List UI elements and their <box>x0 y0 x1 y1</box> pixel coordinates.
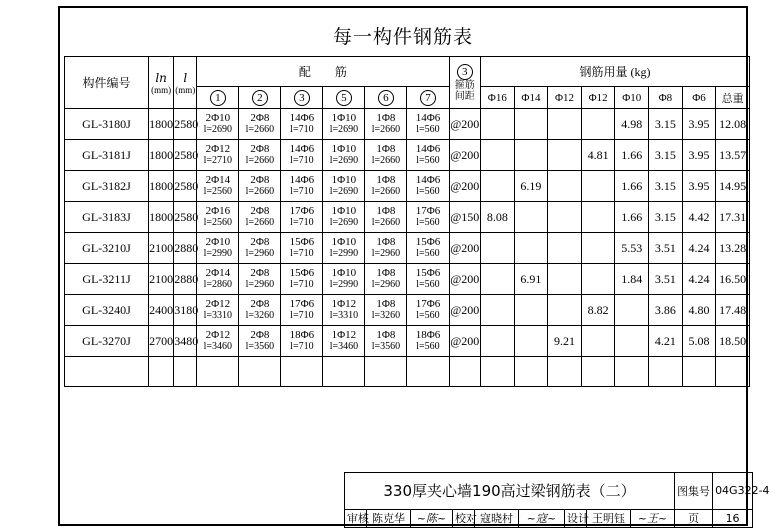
rebar-spec: 18Φ6 <box>289 329 315 341</box>
rebar-cell <box>365 109 407 140</box>
rebar-cell <box>365 140 407 171</box>
rebar-cell <box>239 233 281 264</box>
rebar-length: l=3460 <box>203 341 233 352</box>
usage-cell <box>514 202 548 233</box>
checker-signature: ~寇~ <box>519 509 565 527</box>
rebar-length: l=710 <box>290 124 314 135</box>
l-cell: 3480 <box>174 326 197 357</box>
rebar-cell <box>281 171 323 202</box>
reviewer-name: 陈克华 <box>367 509 411 527</box>
ln-cell: 1800 <box>149 140 174 171</box>
header-stirrup: 3 箍筋 间距 <box>449 57 481 109</box>
rebar-cell <box>365 264 407 295</box>
stirrup-cell: @200 <box>449 171 481 202</box>
rebar-length: l=710 <box>290 341 314 352</box>
rebar-cell <box>239 295 281 326</box>
rebar-length: l=560 <box>416 310 440 321</box>
header-member-code: 构件编号 <box>65 57 149 109</box>
member-code-cell: GL-3210J <box>65 233 149 264</box>
usage-cell: 3.15 <box>649 171 683 202</box>
rebar-spec: 2Φ10 <box>205 112 231 124</box>
rebar-length: l=2990 <box>329 248 359 259</box>
rebar-length: l=710 <box>290 248 314 259</box>
rebar-length: l=2560 <box>203 186 233 197</box>
usage-cell <box>481 295 515 326</box>
rebar-length: l=3260 <box>371 310 401 321</box>
usage-cell <box>548 171 582 202</box>
usage-cell: 17.31 <box>716 202 750 233</box>
table-row <box>65 109 750 140</box>
usage-cell <box>581 233 615 264</box>
page-label: 页 <box>675 509 713 527</box>
title-block <box>344 472 770 528</box>
rebar-cell <box>281 295 323 326</box>
rebar-length: l=710 <box>290 279 314 290</box>
drawing-sheet <box>58 6 770 526</box>
rebar-length: l=560 <box>416 248 440 259</box>
rebar-spec: 2Φ8 <box>250 143 270 155</box>
rebar-spec: 2Φ8 <box>250 112 270 124</box>
usage-cell: 1.84 <box>615 264 649 295</box>
rebar-cell <box>365 202 407 233</box>
stirrup-cell: @150 <box>449 202 481 233</box>
check-label: 校对 <box>453 509 475 527</box>
rebar-cell <box>323 264 365 295</box>
rebar-spec: 1Φ10 <box>331 143 357 155</box>
header-usage-col: Φ8 <box>649 87 683 109</box>
usage-cell: 4.98 <box>615 109 649 140</box>
usage-cell <box>481 326 515 357</box>
rebar-length: l=2690 <box>203 124 233 135</box>
rebar-length: l=2660 <box>245 217 275 228</box>
rebar-spec: 15Φ6 <box>415 267 441 279</box>
rebar-spec: 2Φ14 <box>205 267 231 279</box>
usage-cell <box>481 171 515 202</box>
rebar-length: l=3560 <box>371 341 401 352</box>
usage-cell <box>581 264 615 295</box>
header-rebar-col: 5 <box>323 87 365 109</box>
rebar-length: l=3260 <box>245 310 275 321</box>
header-rebar-col: 6 <box>365 87 407 109</box>
l-cell: 2880 <box>174 264 197 295</box>
header-usage-col: 总重 <box>716 87 750 109</box>
rebar-spec: 17Φ6 <box>415 298 441 310</box>
usage-cell: 9.21 <box>548 326 582 357</box>
rebar-spec: 1Φ12 <box>331 298 357 310</box>
usage-cell: 8.82 <box>581 295 615 326</box>
rebar-cell <box>239 202 281 233</box>
rebar-cell <box>197 233 239 264</box>
table-row <box>65 140 750 171</box>
usage-cell: 1.66 <box>615 202 649 233</box>
rebar-cell <box>197 171 239 202</box>
table-row <box>65 295 750 326</box>
rebar-spec: 2Φ10 <box>205 236 231 248</box>
usage-cell: 4.24 <box>682 233 716 264</box>
rebar-cell <box>197 202 239 233</box>
atlas-number: 04G322-4 <box>713 473 753 510</box>
rebar-spec: 14Φ6 <box>415 174 441 186</box>
ln-cell: 1800 <box>149 109 174 140</box>
member-code-cell: GL-3181J <box>65 140 149 171</box>
usage-cell <box>548 140 582 171</box>
usage-cell <box>481 264 515 295</box>
usage-cell: 3.15 <box>649 109 683 140</box>
rebar-length: l=2690 <box>329 124 359 135</box>
rebar-spec: 2Φ8 <box>250 298 270 310</box>
rebar-spec: 2Φ12 <box>205 298 231 310</box>
table-row <box>65 202 750 233</box>
usage-cell: 3.95 <box>682 109 716 140</box>
ln-cell: 2400 <box>149 295 174 326</box>
usage-cell: 3.95 <box>682 171 716 202</box>
rebar-length: l=2690 <box>329 217 359 228</box>
rebar-length: l=2860 <box>203 279 233 290</box>
rebar-spec: 1Φ12 <box>331 329 357 341</box>
rebar-length: l=560 <box>416 124 440 135</box>
designer-signature: ~王~ <box>631 509 675 527</box>
rebar-length: l=2660 <box>245 124 275 135</box>
design-label: 设计 <box>565 509 587 527</box>
usage-cell: 3.15 <box>649 202 683 233</box>
rebar-spec: 17Φ6 <box>289 298 315 310</box>
rebar-cell <box>365 171 407 202</box>
usage-cell: 17.48 <box>716 295 750 326</box>
rebar-cell <box>239 109 281 140</box>
review-label: 审核 <box>345 509 367 527</box>
usage-cell <box>481 109 515 140</box>
usage-cell: 8.08 <box>481 202 515 233</box>
usage-cell: 5.08 <box>682 326 716 357</box>
rebar-cell <box>323 140 365 171</box>
checker-name: 寇晓村 <box>475 509 519 527</box>
header-usage-group: 钢筋用量 (kg) <box>481 57 750 87</box>
rebar-length: l=2660 <box>371 217 401 228</box>
rebar-cell <box>323 202 365 233</box>
rebar-cell <box>239 264 281 295</box>
rebar-cell <box>239 326 281 357</box>
rebar-length: l=710 <box>290 217 314 228</box>
rebar-spec: 14Φ6 <box>289 112 315 124</box>
rebar-spec: 1Φ8 <box>376 298 396 310</box>
usage-cell: 5.53 <box>615 233 649 264</box>
rebar-cell <box>407 171 449 202</box>
drawing-title: 330厚夹心墙190高过梁钢筋表（二） <box>345 473 675 510</box>
rebar-cell <box>197 326 239 357</box>
table-row <box>65 326 750 357</box>
member-code-cell: GL-3182J <box>65 171 149 202</box>
ln-cell: 2100 <box>149 233 174 264</box>
rebar-cell <box>281 140 323 171</box>
table-body <box>65 109 750 357</box>
usage-cell <box>548 264 582 295</box>
usage-cell <box>615 326 649 357</box>
rebar-cell <box>281 109 323 140</box>
usage-cell: 6.19 <box>514 171 548 202</box>
rebar-length: l=710 <box>290 186 314 197</box>
rebar-spec: 2Φ8 <box>250 205 270 217</box>
rebar-cell <box>239 140 281 171</box>
usage-cell: 4.24 <box>682 264 716 295</box>
rebar-cell <box>281 202 323 233</box>
usage-cell: 13.28 <box>716 233 750 264</box>
rebar-cell <box>407 140 449 171</box>
ln-cell: 1800 <box>149 202 174 233</box>
usage-cell: 1.66 <box>615 171 649 202</box>
ln-cell: 2100 <box>149 264 174 295</box>
rebar-spec: 14Φ6 <box>289 143 315 155</box>
rebar-length: l=710 <box>290 155 314 166</box>
usage-cell: 6.91 <box>514 264 548 295</box>
l-cell: 2880 <box>174 233 197 264</box>
table-title: 每一构件钢筋表 <box>332 26 473 48</box>
rebar-spec: 1Φ10 <box>331 205 357 217</box>
usage-cell <box>514 326 548 357</box>
header-rebar-col: 7 <box>407 87 449 109</box>
usage-cell <box>548 109 582 140</box>
usage-cell: 4.80 <box>682 295 716 326</box>
header-rebar-col: 1 <box>197 87 239 109</box>
rebar-length: l=2660 <box>371 155 401 166</box>
rebar-length: l=560 <box>416 217 440 228</box>
rebar-spec: 2Φ12 <box>205 143 231 155</box>
rebar-spec: 1Φ8 <box>376 112 396 124</box>
member-code-cell: GL-3183J <box>65 202 149 233</box>
rebar-spec: 1Φ8 <box>376 174 396 186</box>
empty-row <box>65 357 750 387</box>
usage-cell <box>481 140 515 171</box>
rebar-length: l=2990 <box>203 248 233 259</box>
l-cell: 2580 <box>174 171 197 202</box>
usage-cell <box>548 233 582 264</box>
usage-cell <box>514 109 548 140</box>
rebar-cell <box>365 295 407 326</box>
usage-cell: 3.51 <box>649 264 683 295</box>
rebar-cell <box>323 171 365 202</box>
rebar-length: l=560 <box>416 279 440 290</box>
rebar-cell <box>407 109 449 140</box>
rebar-length: l=710 <box>290 310 314 321</box>
rebar-length: l=560 <box>416 155 440 166</box>
member-code-cell: GL-3180J <box>65 109 149 140</box>
rebar-spec: 2Φ14 <box>205 174 231 186</box>
rebar-spec: 1Φ10 <box>331 236 357 248</box>
rebar-spec: 14Φ6 <box>289 174 315 186</box>
rebar-spec: 1Φ10 <box>331 174 357 186</box>
header-usage-col: Φ12 <box>581 87 615 109</box>
header-ln: ln (mm) <box>149 57 174 109</box>
rebar-cell <box>407 202 449 233</box>
rebar-length: l=2960 <box>371 279 401 290</box>
rebar-spec: 15Φ6 <box>289 236 315 248</box>
rebar-spec: 1Φ10 <box>331 112 357 124</box>
stirrup-cell: @200 <box>449 140 481 171</box>
rebar-cell <box>407 326 449 357</box>
rebar-cell <box>407 264 449 295</box>
usage-cell: 13.57 <box>716 140 750 171</box>
member-code-cell: GL-3211J <box>65 264 149 295</box>
rebar-spec: 1Φ8 <box>376 267 396 279</box>
usage-cell: 4.81 <box>581 140 615 171</box>
header-rebar-col: 2 <box>239 87 281 109</box>
usage-cell <box>581 171 615 202</box>
rebar-spec: 17Φ6 <box>415 205 441 217</box>
table-row <box>65 233 750 264</box>
usage-cell: 1.66 <box>615 140 649 171</box>
rebar-spec: 14Φ6 <box>415 112 441 124</box>
rebar-length: l=3310 <box>329 310 359 321</box>
rebar-length: l=2690 <box>329 155 359 166</box>
rebar-length: l=560 <box>416 186 440 197</box>
usage-cell: 3.95 <box>682 140 716 171</box>
header-usage-col: Φ14 <box>514 87 548 109</box>
l-cell: 2580 <box>174 109 197 140</box>
rebar-length: l=2960 <box>245 279 275 290</box>
rebar-spec: 18Φ6 <box>415 329 441 341</box>
usage-cell <box>514 295 548 326</box>
rebar-table <box>64 56 750 387</box>
usage-cell: 16.50 <box>716 264 750 295</box>
rebar-length: l=3310 <box>203 310 233 321</box>
ln-cell: 1800 <box>149 171 174 202</box>
rebar-cell <box>323 109 365 140</box>
rebar-spec: 2Φ8 <box>250 267 270 279</box>
rebar-length: l=2660 <box>245 186 275 197</box>
usage-cell <box>548 295 582 326</box>
stirrup-cell: @200 <box>449 295 481 326</box>
rebar-cell <box>281 233 323 264</box>
stirrup-cell: @200 <box>449 109 481 140</box>
usage-cell: 18.50 <box>716 326 750 357</box>
stirrup-cell: @200 <box>449 326 481 357</box>
header-usage-col: Φ6 <box>682 87 716 109</box>
designer-name: 王明钰 <box>587 509 631 527</box>
rebar-cell <box>197 109 239 140</box>
rebar-cell <box>365 326 407 357</box>
usage-cell <box>581 326 615 357</box>
rebar-spec: 2Φ8 <box>250 174 270 186</box>
stirrup-cell: @200 <box>449 264 481 295</box>
rebar-spec: 1Φ8 <box>376 205 396 217</box>
rebar-cell <box>197 140 239 171</box>
table-row <box>65 171 750 202</box>
header-usage-col: Φ16 <box>481 87 515 109</box>
header-usage-col: Φ10 <box>615 87 649 109</box>
usage-cell <box>581 109 615 140</box>
rebar-cell <box>323 295 365 326</box>
l-cell: 2580 <box>174 202 197 233</box>
usage-cell: 3.51 <box>649 233 683 264</box>
rebar-length: l=3460 <box>329 341 359 352</box>
stirrup-cell: @200 <box>449 233 481 264</box>
rebar-length: l=2660 <box>371 124 401 135</box>
rebar-cell <box>323 326 365 357</box>
rebar-length: l=3560 <box>245 341 275 352</box>
rebar-spec: 1Φ8 <box>376 236 396 248</box>
usage-cell <box>581 202 615 233</box>
rebar-spec: 17Φ6 <box>289 205 315 217</box>
usage-cell: 14.95 <box>716 171 750 202</box>
usage-cell <box>615 295 649 326</box>
rebar-length: l=2960 <box>371 248 401 259</box>
rebar-spec: 15Φ6 <box>415 236 441 248</box>
header-rebar-col: 3 <box>281 87 323 109</box>
rebar-length: l=2960 <box>245 248 275 259</box>
usage-cell <box>514 140 548 171</box>
rebar-length: l=2690 <box>329 186 359 197</box>
header-rebar-group: 配 筋 <box>197 57 449 87</box>
header-l: l (mm) <box>174 57 197 109</box>
rebar-spec: 1Φ8 <box>376 329 396 341</box>
rebar-cell <box>365 233 407 264</box>
rebar-spec: 1Φ10 <box>331 267 357 279</box>
rebar-spec: 2Φ8 <box>250 236 270 248</box>
rebar-cell <box>239 171 281 202</box>
l-cell: 2580 <box>174 140 197 171</box>
rebar-spec: 1Φ8 <box>376 143 396 155</box>
rebar-length: l=2560 <box>203 217 233 228</box>
rebar-cell <box>281 326 323 357</box>
table-row <box>65 264 750 295</box>
usage-cell: 3.15 <box>649 140 683 171</box>
usage-cell <box>514 233 548 264</box>
usage-cell: 12.08 <box>716 109 750 140</box>
usage-cell <box>481 233 515 264</box>
header-usage-col: Φ12 <box>548 87 582 109</box>
ln-cell: 2700 <box>149 326 174 357</box>
member-code-cell: GL-3240J <box>65 295 149 326</box>
rebar-spec: 2Φ16 <box>205 205 231 217</box>
rebar-length: l=2710 <box>203 155 233 166</box>
usage-cell <box>548 202 582 233</box>
rebar-cell <box>197 264 239 295</box>
rebar-length: l=2990 <box>329 279 359 290</box>
rebar-spec: 2Φ8 <box>250 329 270 341</box>
reviewer-signature: ~陈~ <box>411 509 453 527</box>
rebar-cell <box>407 233 449 264</box>
rebar-spec: 15Φ6 <box>289 267 315 279</box>
usage-cell: 4.42 <box>682 202 716 233</box>
rebar-length: l=2660 <box>371 186 401 197</box>
l-cell: 3180 <box>174 295 197 326</box>
rebar-spec: 14Φ6 <box>415 143 441 155</box>
atlas-label: 图集号 <box>675 473 713 510</box>
usage-cell: 4.21 <box>649 326 683 357</box>
usage-cell: 3.86 <box>649 295 683 326</box>
member-code-cell: GL-3270J <box>65 326 149 357</box>
page-number: 16 <box>713 509 753 527</box>
rebar-length: l=560 <box>416 341 440 352</box>
rebar-cell <box>407 295 449 326</box>
rebar-cell <box>281 264 323 295</box>
rebar-length: l=2660 <box>245 155 275 166</box>
rebar-cell <box>323 233 365 264</box>
rebar-cell <box>197 295 239 326</box>
stirrup-number-circle: 3 <box>457 64 473 80</box>
rebar-spec: 2Φ12 <box>205 329 231 341</box>
